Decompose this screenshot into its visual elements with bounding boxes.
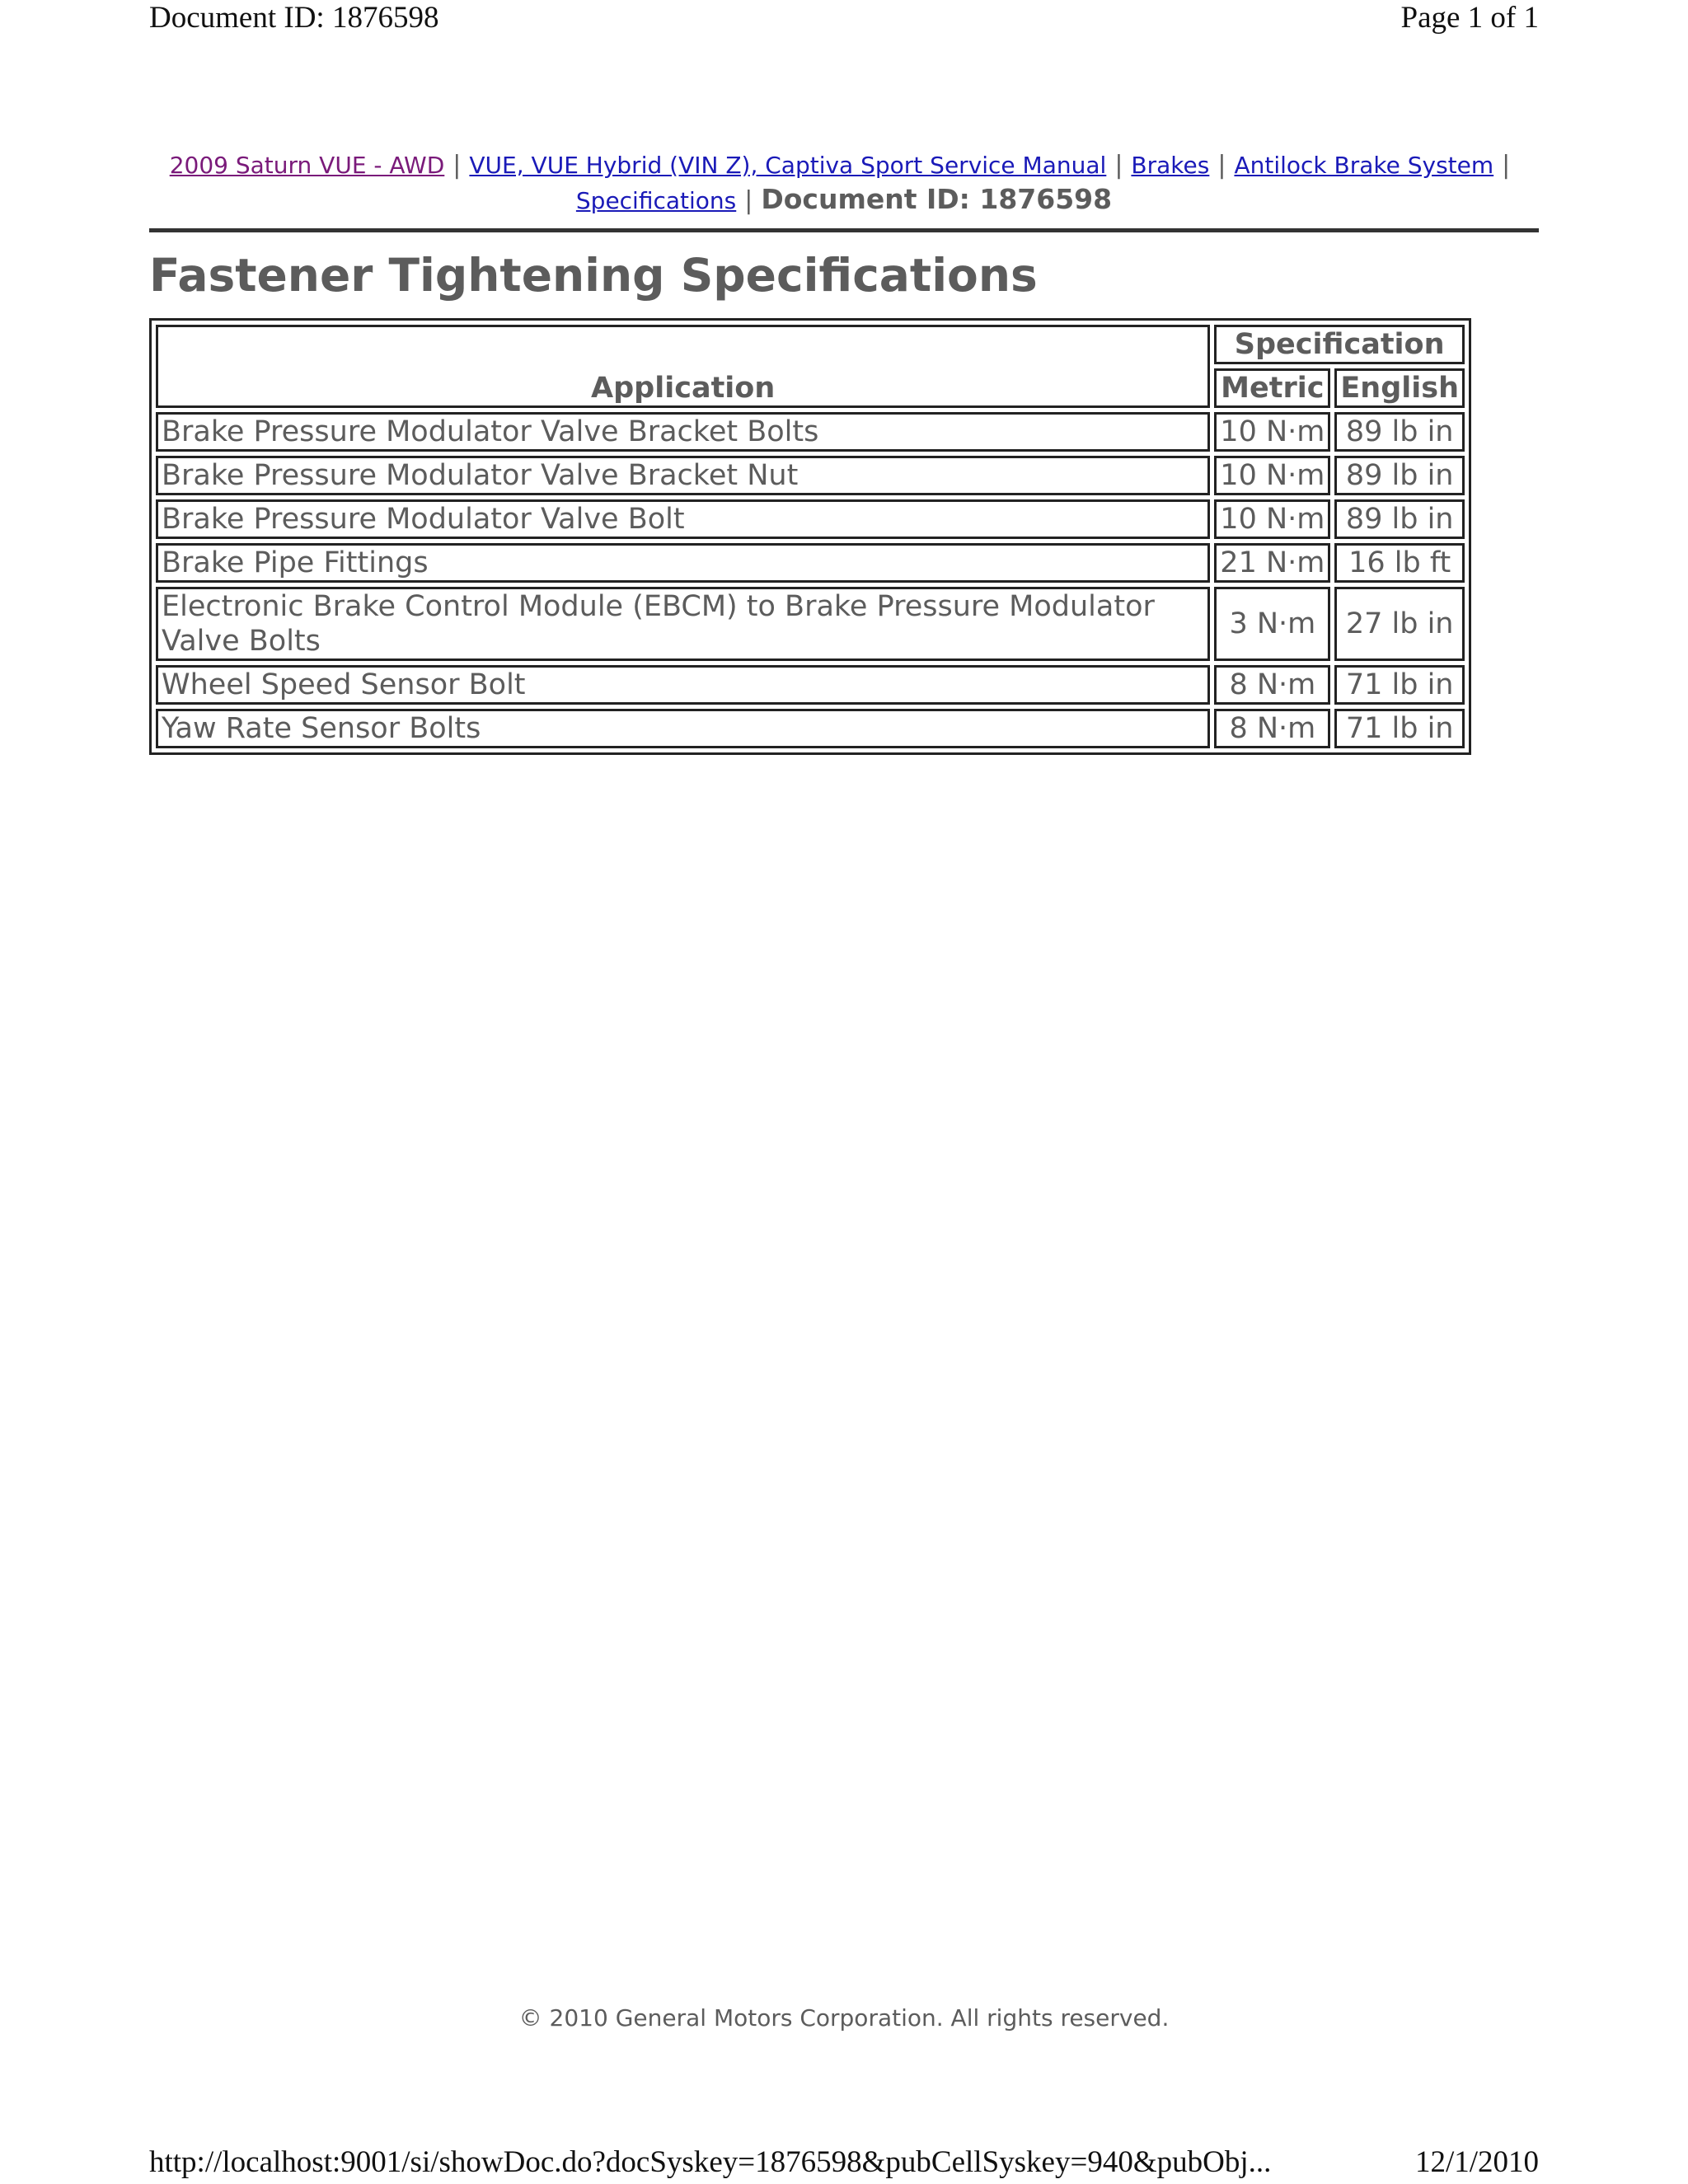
cell-english: 27 lb in [1334,587,1465,661]
breadcrumb-separator: | [1217,151,1226,180]
breadcrumb [149,148,1539,218]
print-header-doc-id: Document ID: 1876598 [149,1,439,35]
cell-metric: 10 N·m [1214,412,1330,452]
cell-english: 89 lb in [1334,412,1465,452]
cell-application: Wheel Speed Sensor Bolt [156,665,1210,705]
cell-application: Yaw Rate Sensor Bolts [156,709,1210,748]
column-header-application: Application [156,325,1210,408]
cell-english: 89 lb in [1334,456,1465,495]
page-title: Fastener Tightening Specifications [149,249,1038,302]
cell-application: Electronic Brake Control Module (EBCM) to Brake Pressure Modulator Valve Bolts [156,587,1210,661]
breadcrumb-link-specifications[interactable]: Specifications [575,187,737,214]
print-footer [149,2144,1539,2184]
print-header [149,0,1539,38]
print-header-page-number: Page 1 of 1 [1400,1,1539,35]
table-row [156,709,1465,748]
cell-metric: 8 N·m [1214,665,1330,705]
print-footer-url: http://localhost:9001/si/showDoc.do?docSyskey=1876598&pubCellSyskey=940&pubObj... [149,2145,1272,2179]
table-header-row [156,325,1465,364]
cell-english: 16 lb ft [1334,543,1465,583]
cell-application: Brake Pressure Modulator Valve Bolt [156,499,1210,539]
breadcrumb-separator: | [1502,151,1511,180]
cell-metric: 10 N·m [1214,499,1330,539]
header-divider [149,228,1539,232]
cell-application: Brake Pressure Modulator Valve Bracket Nut [156,456,1210,495]
breadcrumb-separator: | [1114,151,1123,180]
column-header-specification: Specification [1214,325,1465,364]
table-row [156,543,1465,583]
table-row [156,587,1465,661]
cell-metric: 3 N·m [1214,587,1330,661]
table-row [156,412,1465,452]
breadcrumb-link-service-manual[interactable]: VUE, VUE Hybrid (VIN Z), Captiva Sport Service Manual [469,152,1107,179]
breadcrumb-separator: | [452,151,462,180]
cell-application: Brake Pipe Fittings [156,543,1210,583]
specifications-table [149,318,1471,755]
breadcrumb-link-antilock-brake-system[interactable]: Antilock Brake System [1234,152,1494,179]
cell-english: 89 lb in [1334,499,1465,539]
cell-application: Brake Pressure Modulator Valve Bracket Bolts [156,412,1210,452]
cell-english: 71 lb in [1334,709,1465,748]
cell-metric: 8 N·m [1214,709,1330,748]
copyright-notice: © 2010 General Motors Corporation. All rights reserved. [518,2004,1170,2032]
table-row [156,456,1465,495]
breadcrumb-document-id: Document ID: 1876598 [761,183,1113,215]
cell-metric: 10 N·m [1214,456,1330,495]
column-header-english: English [1334,368,1465,408]
table-row [156,499,1465,539]
breadcrumb-link-vehicle[interactable]: 2009 Saturn VUE - AWD [169,152,445,179]
column-header-metric: Metric [1214,368,1330,408]
print-footer-date: 12/1/2010 [1414,2145,1539,2179]
table-row [156,665,1465,705]
breadcrumb-separator: | [744,186,753,215]
cell-metric: 21 N·m [1214,543,1330,583]
breadcrumb-link-brakes[interactable]: Brakes [1131,152,1210,179]
cell-english: 71 lb in [1334,665,1465,705]
